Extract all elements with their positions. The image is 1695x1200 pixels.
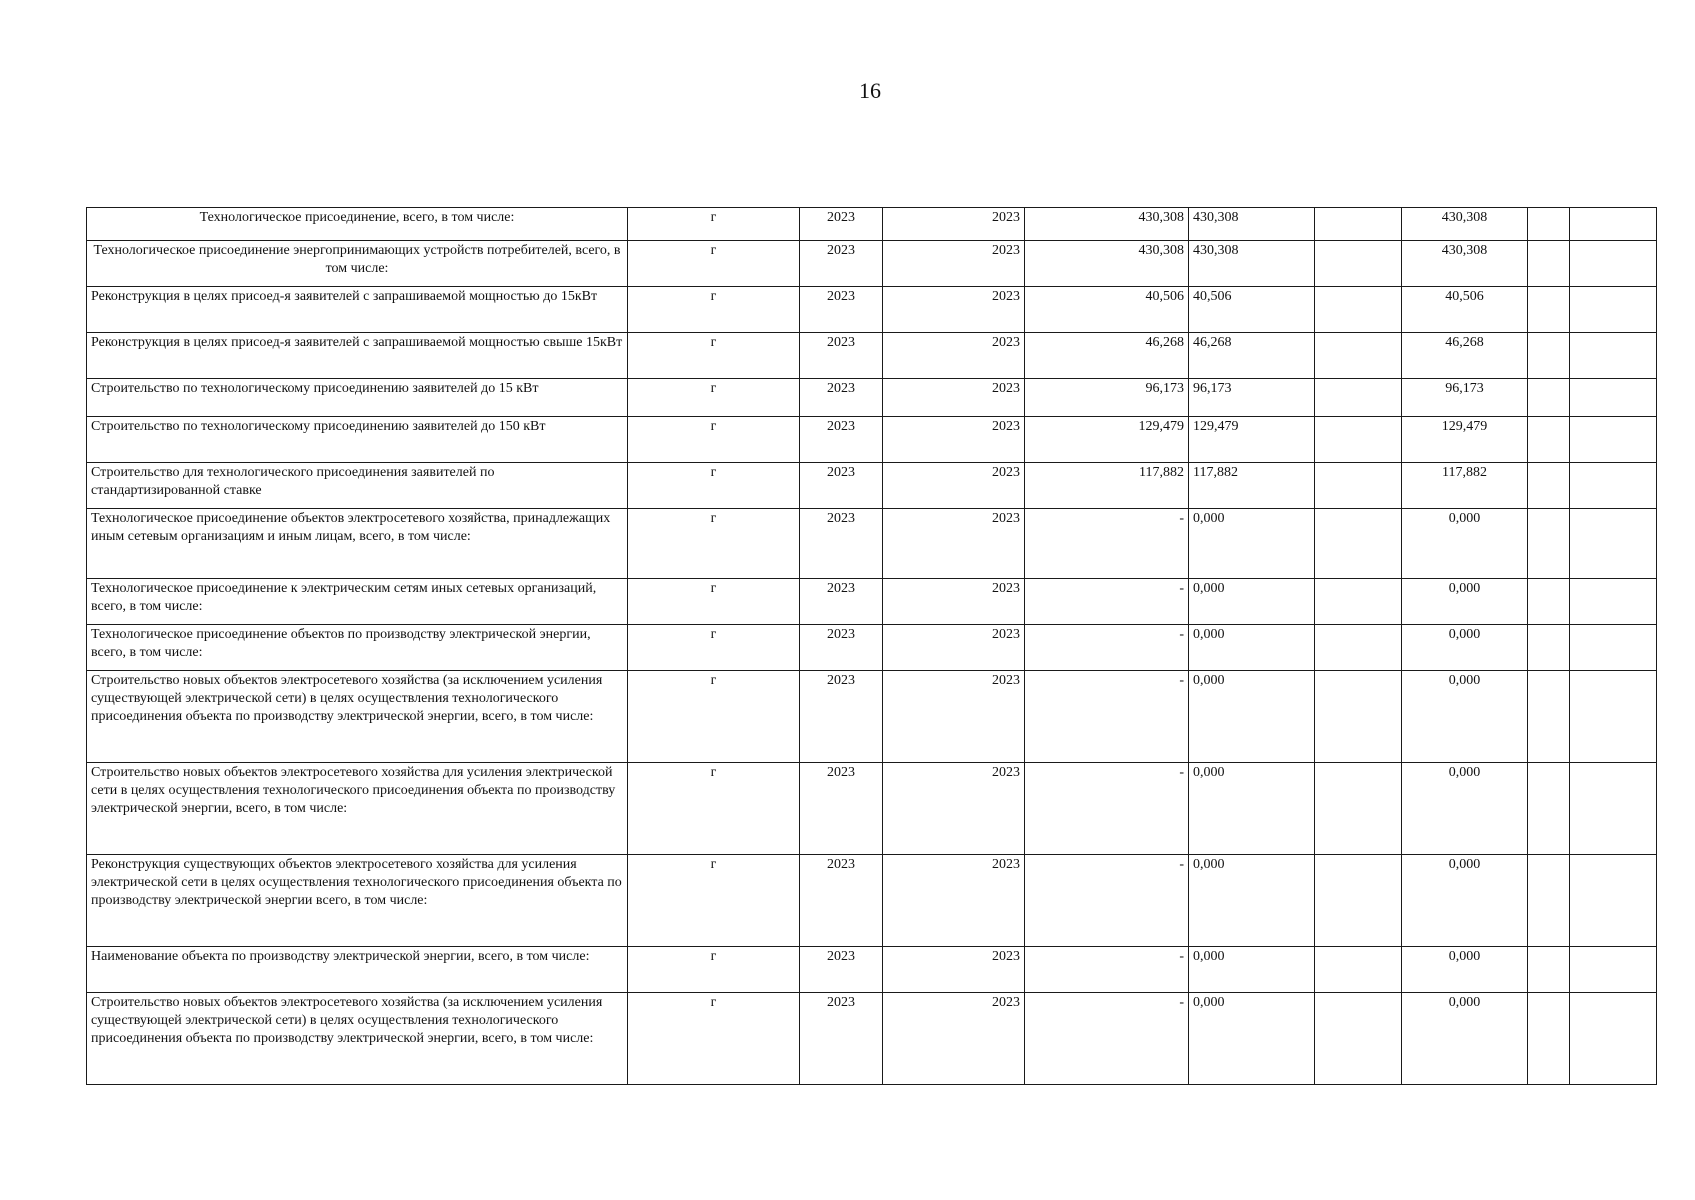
value-1-cell: 430,308	[1025, 208, 1189, 241]
value-5-cell	[1528, 333, 1570, 379]
value-1-cell: -	[1025, 993, 1189, 1085]
table-row	[87, 947, 1657, 993]
row-name-cell: Строительство по технологическому присоединению заявителей до 15 кВт	[87, 379, 628, 417]
value-5-cell	[1528, 379, 1570, 417]
unit-cell: г	[628, 509, 800, 579]
value-1-cell: 46,268	[1025, 333, 1189, 379]
value-2-cell: 0,000	[1189, 625, 1315, 671]
unit-cell: г	[628, 208, 800, 241]
table-row	[87, 379, 1657, 417]
value-3-cell	[1315, 509, 1402, 579]
year-end-cell: 2023	[883, 579, 1025, 625]
value-3-cell	[1315, 625, 1402, 671]
value-6-cell	[1570, 333, 1657, 379]
table-row	[87, 333, 1657, 379]
value-1-cell: -	[1025, 763, 1189, 855]
row-name-cell: Строительство новых объектов электросетевого хозяйства (за исключением усиления существующей электрической сети) в целях осуществления технологического присоединения объекта по производству электрической энергии, всего, в том числе:	[87, 993, 628, 1085]
value-5-cell	[1528, 625, 1570, 671]
unit-cell: г	[628, 463, 800, 509]
value-5-cell	[1528, 579, 1570, 625]
value-1-cell: -	[1025, 625, 1189, 671]
value-5-cell	[1528, 463, 1570, 509]
row-name-cell: Технологическое присоединение объектов по производству электрической энергии, всего, в том числе:	[87, 625, 628, 671]
value-2-cell: 0,000	[1189, 763, 1315, 855]
year-start-cell: 2023	[800, 509, 883, 579]
value-6-cell	[1570, 993, 1657, 1085]
value-5-cell	[1528, 947, 1570, 993]
unit-cell: г	[628, 241, 800, 287]
value-4-cell: 96,173	[1402, 379, 1528, 417]
row-name-cell: Технологическое присоединение к электрическим сетям иных сетевых организаций, всего, в том числе:	[87, 579, 628, 625]
row-name-cell: Строительство новых объектов электросетевого хозяйства для усиления электрической сети в целях осуществления технологического присоединения объекта по производству электрической энергии, всего, в том числе:	[87, 763, 628, 855]
value-2-cell: 0,000	[1189, 671, 1315, 763]
table-row	[87, 993, 1657, 1085]
unit-cell: г	[628, 417, 800, 463]
value-6-cell	[1570, 208, 1657, 241]
value-2-cell: 40,506	[1189, 287, 1315, 333]
year-end-cell: 2023	[883, 379, 1025, 417]
table-row	[87, 417, 1657, 463]
unit-cell: г	[628, 333, 800, 379]
row-name-cell: Строительство по технологическому присоединению заявителей до 150 кВт	[87, 417, 628, 463]
year-end-cell: 2023	[883, 509, 1025, 579]
year-start-cell: 2023	[800, 463, 883, 509]
value-6-cell	[1570, 287, 1657, 333]
value-6-cell	[1570, 855, 1657, 947]
value-4-cell: 129,479	[1402, 417, 1528, 463]
year-start-cell: 2023	[800, 763, 883, 855]
year-end-cell: 2023	[883, 855, 1025, 947]
year-end-cell: 2023	[883, 947, 1025, 993]
value-2-cell: 117,882	[1189, 463, 1315, 509]
row-name-cell: Реконструкция в целях присоед-я заявителей с запрашиваемой мощностью до 15кВт	[87, 287, 628, 333]
year-start-cell: 2023	[800, 379, 883, 417]
value-2-cell: 0,000	[1189, 579, 1315, 625]
year-start-cell: 2023	[800, 208, 883, 241]
value-4-cell: 0,000	[1402, 763, 1528, 855]
year-start-cell: 2023	[800, 333, 883, 379]
value-2-cell: 0,000	[1189, 993, 1315, 1085]
table-row	[87, 579, 1657, 625]
year-end-cell: 2023	[883, 463, 1025, 509]
value-4-cell: 430,308	[1402, 208, 1528, 241]
year-start-cell: 2023	[800, 417, 883, 463]
year-end-cell: 2023	[883, 763, 1025, 855]
year-end-cell: 2023	[883, 241, 1025, 287]
unit-cell: г	[628, 379, 800, 417]
value-4-cell: 0,000	[1402, 509, 1528, 579]
value-4-cell: 117,882	[1402, 463, 1528, 509]
row-name-cell: Строительство новых объектов электросетевого хозяйства (за исключением усиления существующей электрической сети) в целях осуществления технологического присоединения объекта по производству электрической энергии, всего, в том числе:	[87, 671, 628, 763]
value-1-cell: 129,479	[1025, 417, 1189, 463]
value-6-cell	[1570, 947, 1657, 993]
table-row	[87, 763, 1657, 855]
year-end-cell: 2023	[883, 287, 1025, 333]
unit-cell: г	[628, 855, 800, 947]
value-6-cell	[1570, 763, 1657, 855]
value-4-cell: 0,000	[1402, 993, 1528, 1085]
row-name-cell: Наименование объекта по производству электрической энергии, всего, в том числе:	[87, 947, 628, 993]
value-2-cell: 46,268	[1189, 333, 1315, 379]
table-row	[87, 287, 1657, 333]
value-6-cell	[1570, 417, 1657, 463]
unit-cell: г	[628, 671, 800, 763]
value-1-cell: 96,173	[1025, 379, 1189, 417]
value-1-cell: -	[1025, 947, 1189, 993]
value-6-cell	[1570, 671, 1657, 763]
value-5-cell	[1528, 671, 1570, 763]
value-3-cell	[1315, 579, 1402, 625]
unit-cell: г	[628, 993, 800, 1085]
year-start-cell: 2023	[800, 947, 883, 993]
value-3-cell	[1315, 287, 1402, 333]
value-4-cell: 0,000	[1402, 855, 1528, 947]
unit-cell: г	[628, 763, 800, 855]
value-3-cell	[1315, 671, 1402, 763]
value-3-cell	[1315, 208, 1402, 241]
unit-cell: г	[628, 579, 800, 625]
value-5-cell	[1528, 287, 1570, 333]
value-2-cell: 96,173	[1189, 379, 1315, 417]
value-3-cell	[1315, 241, 1402, 287]
year-start-cell: 2023	[800, 855, 883, 947]
value-6-cell	[1570, 509, 1657, 579]
unit-cell: г	[628, 287, 800, 333]
year-start-cell: 2023	[800, 671, 883, 763]
value-1-cell: -	[1025, 671, 1189, 763]
value-6-cell	[1570, 241, 1657, 287]
value-3-cell	[1315, 993, 1402, 1085]
table-row	[87, 208, 1657, 241]
value-3-cell	[1315, 379, 1402, 417]
value-5-cell	[1528, 241, 1570, 287]
value-1-cell: -	[1025, 855, 1189, 947]
value-6-cell	[1570, 579, 1657, 625]
value-6-cell	[1570, 625, 1657, 671]
value-2-cell: 0,000	[1189, 509, 1315, 579]
year-end-cell: 2023	[883, 625, 1025, 671]
table-row	[87, 855, 1657, 947]
value-3-cell	[1315, 333, 1402, 379]
row-name-cell: Строительство для технологического присоединения заявителей по стандартизированной ставке	[87, 463, 628, 509]
year-end-cell: 2023	[883, 671, 1025, 763]
year-start-cell: 2023	[800, 241, 883, 287]
value-5-cell	[1528, 993, 1570, 1085]
table-row	[87, 509, 1657, 579]
value-3-cell	[1315, 855, 1402, 947]
value-4-cell: 40,506	[1402, 287, 1528, 333]
value-1-cell: 40,506	[1025, 287, 1189, 333]
value-4-cell: 0,000	[1402, 625, 1528, 671]
value-5-cell	[1528, 417, 1570, 463]
row-name-cell: Реконструкция существующих объектов электросетевого хозяйства для усиления электрической сети в целях осуществления технологического присоединения объекта по производству электрической энергии всего, в том числе:	[87, 855, 628, 947]
value-4-cell: 430,308	[1402, 241, 1528, 287]
row-name-cell: Технологическое присоединение энергопринимающих устройств потребителей, всего, в том числе:	[87, 241, 628, 287]
row-name-cell: Реконструкция в целях присоед-я заявителей с запрашиваемой мощностью свыше 15кВт	[87, 333, 628, 379]
value-2-cell: 0,000	[1189, 855, 1315, 947]
value-1-cell: -	[1025, 579, 1189, 625]
investment-table	[86, 207, 1657, 1085]
row-name-cell: Технологическое присоединение, всего, в том числе:	[87, 208, 628, 241]
year-start-cell: 2023	[800, 993, 883, 1085]
value-2-cell: 0,000	[1189, 947, 1315, 993]
value-4-cell: 0,000	[1402, 579, 1528, 625]
unit-cell: г	[628, 625, 800, 671]
value-5-cell	[1528, 763, 1570, 855]
table-row	[87, 625, 1657, 671]
value-6-cell	[1570, 463, 1657, 509]
value-2-cell: 430,308	[1189, 241, 1315, 287]
value-1-cell: 430,308	[1025, 241, 1189, 287]
value-4-cell: 46,268	[1402, 333, 1528, 379]
year-start-cell: 2023	[800, 579, 883, 625]
table-row	[87, 241, 1657, 287]
table-row	[87, 671, 1657, 763]
row-name-cell: Технологическое присоединение объектов электросетевого хозяйства, принадлежащих иным сетевым организациям и иным лицам, всего, в том числе:	[87, 509, 628, 579]
table-row	[87, 463, 1657, 509]
year-end-cell: 2023	[883, 333, 1025, 379]
value-5-cell	[1528, 208, 1570, 241]
year-start-cell: 2023	[800, 625, 883, 671]
value-6-cell	[1570, 379, 1657, 417]
table-body	[87, 208, 1657, 1085]
value-4-cell: 0,000	[1402, 947, 1528, 993]
year-end-cell: 2023	[883, 417, 1025, 463]
value-5-cell	[1528, 509, 1570, 579]
value-5-cell	[1528, 855, 1570, 947]
page-number: 16	[859, 78, 881, 103]
value-3-cell	[1315, 947, 1402, 993]
year-end-cell: 2023	[883, 208, 1025, 241]
value-3-cell	[1315, 463, 1402, 509]
year-end-cell: 2023	[883, 993, 1025, 1085]
value-1-cell: 117,882	[1025, 463, 1189, 509]
year-start-cell: 2023	[800, 287, 883, 333]
value-3-cell	[1315, 417, 1402, 463]
value-4-cell: 0,000	[1402, 671, 1528, 763]
value-1-cell: -	[1025, 509, 1189, 579]
value-2-cell: 430,308	[1189, 208, 1315, 241]
value-2-cell: 129,479	[1189, 417, 1315, 463]
value-3-cell	[1315, 763, 1402, 855]
unit-cell: г	[628, 947, 800, 993]
